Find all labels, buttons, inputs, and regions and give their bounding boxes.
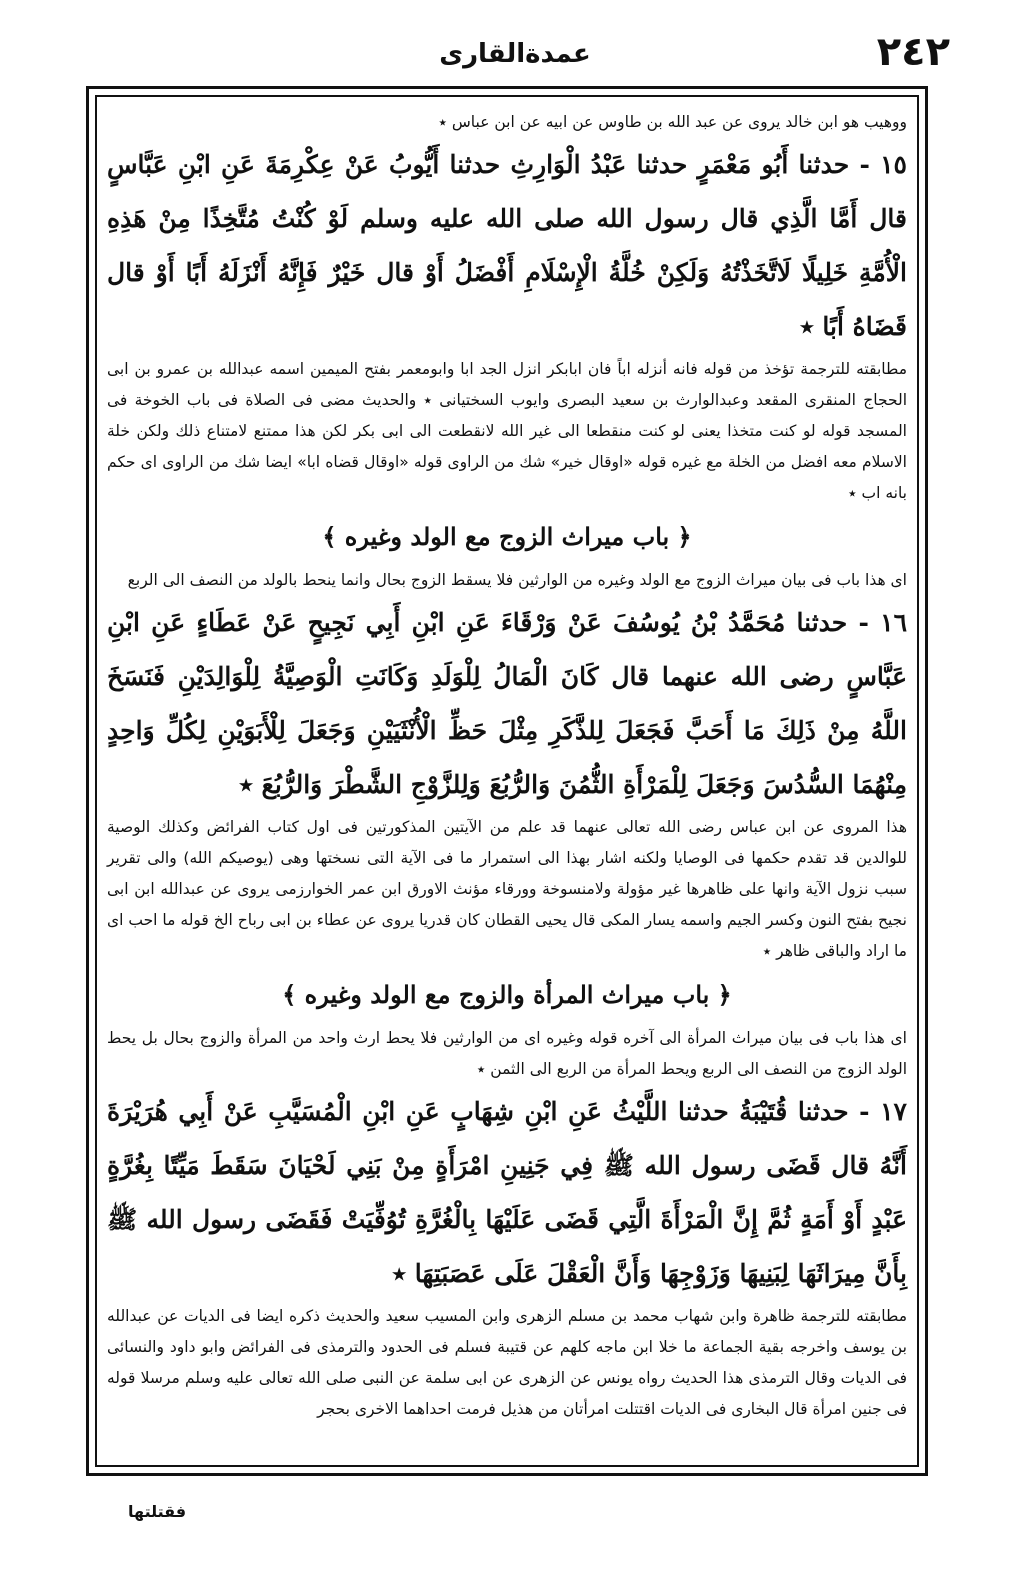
commentary-paragraph: ووهيب هو ابن خالد يروى عن عبد الله بن طاوس عن ابيه عن ابن عباس ٭	[438, 113, 907, 131]
hadith-body: قُتَيْبَةُ حدثنا اللَّيْثُ عَنِ ابْنِ شِهَابٍ عَنِ ابْنِ الْمُسَيَّبِ عَنْ أَبِي هُرَيْرَةَ أَنَّهُ قال قَضَى رسول الله ﷺ فِي جَنِينِ امْرَأَةٍ مِنْ بَنِي لَحْيَانَ سَقَطَ مَيِّتًا بِغُرَّةٍ عَبْدٍ أَوْ أَمَةٍ ثُمَّ إِنَّ الْمَرْأَةَ الَّتِي قَضَى عَلَيْهَا بِالْغُرَّةِ تُوُفِّيَتْ فَقَضَى رسول الله ﷺ بِأَنَّ مِيرَاثَهَا لِبَنِيهَا وَزَوْجِهَا وَأَنَّ الْعَقْلَ عَلَى عَصَبَتِهَا ٭	[107, 1097, 907, 1288]
catchword: فقتلتها	[128, 1502, 187, 1521]
hadith-body: أَبُو مَعْمَرٍ حدثنا عَبْدُ الْوَارِثِ حدثنا أَيُّوبُ عَنْ عِكْرِمَةَ عَنِ ابْنِ عَبَّاسٍ قال أَمَّا الَّذِي قال رسول الله صلى الله عليه وسلم لَوْ كُنْتُ مُتَّخِذًا مِنْ هَذِهِ الْأُمَّةِ خَلِيلًا لَاتَّخَذْتُهُ وَلَكِنْ خُلَّةُ الْإِسْلَامِ أَفْضَلُ أَوْ قال خَيْرٌ فَإِنَّهُ أَنْزَلَهُ أَبًا أَوْ قال قَضَاهُ أَبًا ٭	[107, 150, 907, 341]
hadith-text-16	[107, 596, 907, 812]
page-number: ٢٤٢	[876, 29, 950, 75]
running-title: عمدةالقارى	[439, 39, 591, 69]
hadith-label: حدثنا	[796, 608, 848, 637]
hadith-text-17	[107, 1085, 907, 1301]
text-frame	[95, 95, 919, 1467]
commentary-paragraph: مطابقته للترجمة ظاهرة وابن شهاب محمد بن مسلم الزهرى وابن المسيب سعيد والحديث ذكره ايضا فى الديات عن عبدالله بن يوسف واخرجه بقية الجماعة ما خلا ابن ماجه كلهم عن قتيبة فسلم فى الحدود والترمذى فى الفرائض وابو داود والنسائى فى الديات وقال الترمذى هذا الحديث رواه يونس عن الزهرى عن ابى سلمة عن النبى صلى الله تعالى عليه وسلم مرسلا قوله فى جنين امرأة قال البخارى فى الديات اقتتلت امرأتان من هذيل فرمت احداهما الاخرى بحجر	[107, 1307, 907, 1418]
commentary-paragraph: اى هذا باب فى بيان ميراث المرأة الى آخره قوله وغيره اى من الوارثين فلا يحط ارث واحد من المرأة والزوج بحال بل يحط الولد الزوج من النصف الى الربع ويحط المرأة من الربع الى الثمن ٭	[107, 1029, 907, 1078]
hadith-number: ١٧ -	[859, 1097, 907, 1126]
hadith-number: ١٦ -	[858, 608, 907, 637]
hadith-number: ١٥ -	[859, 150, 907, 179]
commentary-paragraph: اى هذا باب فى بيان ميراث الزوج مع الولد وغيره من الوارثين فلا يسقط الزوج بحال وانما ينحط بالولد من النصف الى الربع	[127, 571, 907, 589]
hadith-label: حدثنا	[797, 1097, 849, 1126]
chapter-heading: ﴿ باب ميراث المرأة والزوج مع الولد وغيره ﴾	[282, 980, 732, 1009]
hadith-body: مُحَمَّدُ بْنُ يُوسُفَ عَنْ وَرْقَاءَ عَنِ ابْنِ أَبِي نَجِيحٍ عَنْ عَطَاءٍ عَنِ ابْنِ عَبَّاسٍ رضى الله عنهما قال كَانَ الْمَالُ لِلْوَلَدِ وَكَانَتِ الْوَصِيَّةُ لِلْوَالِدَيْنِ فَنَسَخَ اللَّهُ مِنْ ذَلِكَ مَا أَحَبَّ فَجَعَلَ لِلذَّكَرِ مِثْلَ حَظِّ الْأُنْثَيَيْنِ وَجَعَلَ لِلْأَبَوَيْنِ لِكُلِّ وَاحِدٍ مِنْهُمَا السُّدُسَ وَجَعَلَ لِلْمَرْأَةِ الثُّمُنَ وَالرُّبُعَ وَلِلزَّوْجِ الشَّطْرَ وَالرُّبُعَ ٭	[107, 608, 907, 799]
chapter-heading: ﴿ باب ميراث الزوج مع الولد وغيره ﴾	[322, 522, 692, 551]
page-header	[80, 22, 950, 82]
commentary-paragraph: مطابقته للترجمة تؤخذ من قوله فانه أنزله اباً فان ابابكر انزل الجد ابا وابومعمر بفتح الميمين اسمه عبدالله بن عمرو بن ابى الحجاج المنقرى المقعد وعبدالوارث بن سعيد البصرى وايوب السختيانى ٭ والحديث مضى فى الصلاة فى باب الخوخة فى المسجد قوله لو كنت متخذا يعنى لو كنت منقطعا الى غير الله لانقطعت الى ابى بكر لكن هذا ممتنع لامتناع ذلك ولكن خلة الاسلام معه افضل من الخلة مع غيره قوله «اوقال خير» شك من الراوى قوله «اوقال قضاه ابا» ايضا شك من الراوى اى حكم بانه اب ٭	[107, 360, 907, 502]
hadith-label: حدثنا	[798, 150, 850, 179]
commentary-paragraph: هذا المروى عن ابن عباس رضى الله تعالى عنهما قد علم من الآيتين المذكورتين فى اول كتاب الفرائض وكذلك الوصية للوالدين قد تقدم حكمها فى الوصايا ولكنه اشار بهذا الى استمرار ما فى الآية التى نسختها وهى (يوصيكم الله) والى تقرير سبب نزول الآية وانها على ظاهرها غير مؤولة ولامنسوخة وورقاء مؤنث الاورق ابن عمر الخوارزمى يروى عن عبدالله ابن ابى نجيح بفتح النون وكسر الجيم واسمه يسار المكى قال يحيى القطان كان قدريا يروى عن عطاء بن ابى رباح الخ قوله ما احب اى ما اراد والباقى ظاهر ٭	[107, 818, 907, 960]
hadith-text-15	[107, 138, 907, 354]
